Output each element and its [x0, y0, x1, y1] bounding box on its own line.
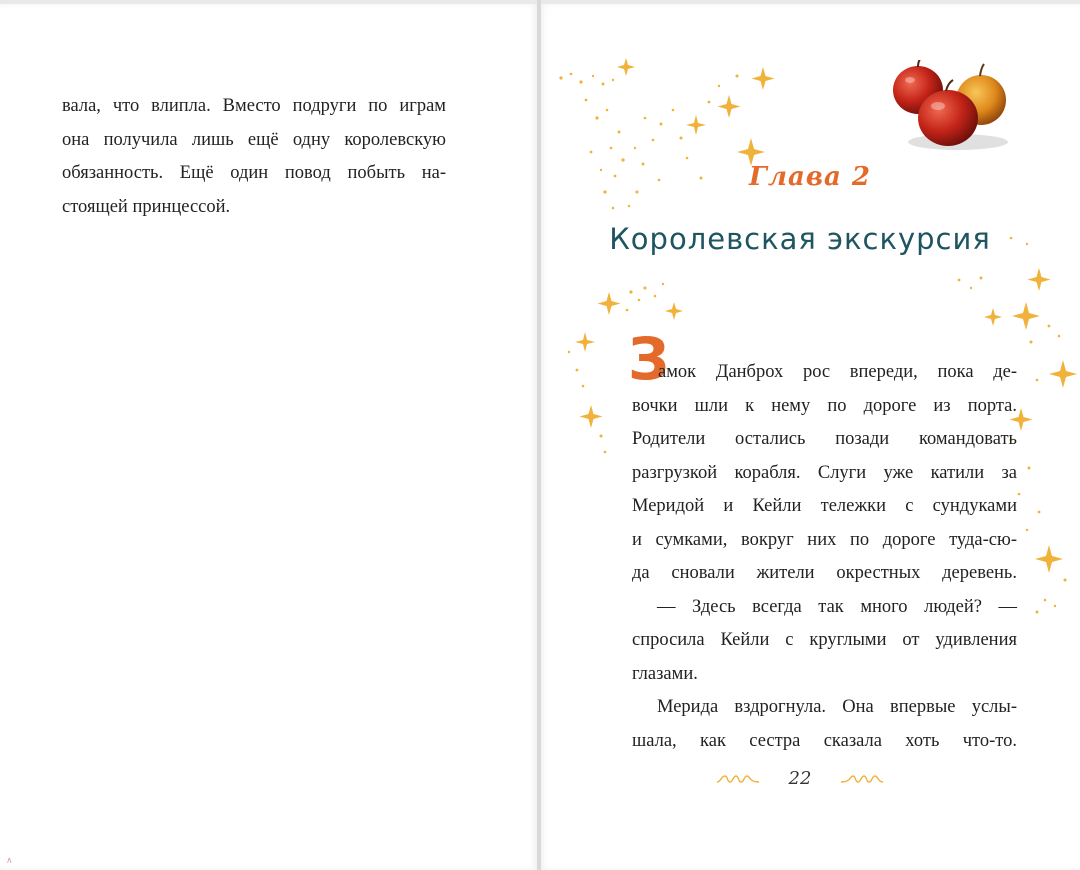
page-number: 22	[788, 768, 812, 789]
folio-flourish-icon	[715, 772, 761, 786]
text-line: Родители остались позади командовать	[632, 429, 1017, 449]
sparkle-icon	[665, 302, 683, 320]
text-line: разгрузкой корабля. Слуги уже катили за	[632, 462, 1017, 483]
sparkle-icon	[752, 67, 775, 90]
text-line: — Здесь всегда так много людей? —	[657, 596, 1017, 617]
sparkle-icon	[580, 405, 603, 428]
text-line: вала, что влипла. Вместо подруги по играм	[62, 96, 446, 116]
text-line: и сумками, вокруг них по дороге туда-сю-	[632, 529, 1017, 550]
text-line: вочки шли к нему по дороге из порта.	[632, 395, 1017, 416]
sparkle-icon	[1028, 268, 1051, 291]
text-line: Меридой и Кейли тележки с сундуками	[632, 496, 1017, 516]
sparkle-icon	[1012, 302, 1040, 330]
sparkle-icon	[617, 58, 635, 76]
text-line: стоящей принцессой.	[62, 196, 231, 217]
folio-flourish-icon	[839, 772, 885, 786]
text-line: глазами.	[632, 663, 698, 684]
left-page-text	[62, 90, 446, 224]
sparkle-icon	[718, 95, 741, 118]
text-line: амок Данброх рос впереди, пока де-	[658, 362, 1017, 382]
sparkle-icon	[686, 115, 706, 135]
sparkle-icon	[598, 292, 621, 315]
page-folio	[540, 768, 1060, 789]
text-line: шала, как сестра сказала хоть что-то.	[632, 730, 1017, 751]
right-page-text	[632, 356, 1017, 758]
sparkle-icon	[984, 308, 1002, 326]
sparkle-icon	[1035, 545, 1063, 573]
text-line: Мерида вздрогнула. Она впервые услы-	[657, 697, 1017, 717]
text-line: да сновали жители окрестных деревень.	[632, 563, 1017, 583]
edge-mark: ∧	[6, 856, 13, 866]
sparkle-icon	[1049, 360, 1077, 388]
chapter-label: Глава 2	[749, 162, 871, 192]
text-line: обязанность. Ещё один повод побыть на-	[62, 163, 446, 183]
text-line: она получила лишь ещё одну королевскую	[62, 129, 446, 150]
sparkle-icon	[575, 332, 595, 352]
drop-cap: З	[628, 325, 670, 393]
chapter-title: Королевская экскурсия	[609, 222, 991, 256]
text-line: спросила Кейли с круглыми от удивления	[632, 630, 1017, 650]
